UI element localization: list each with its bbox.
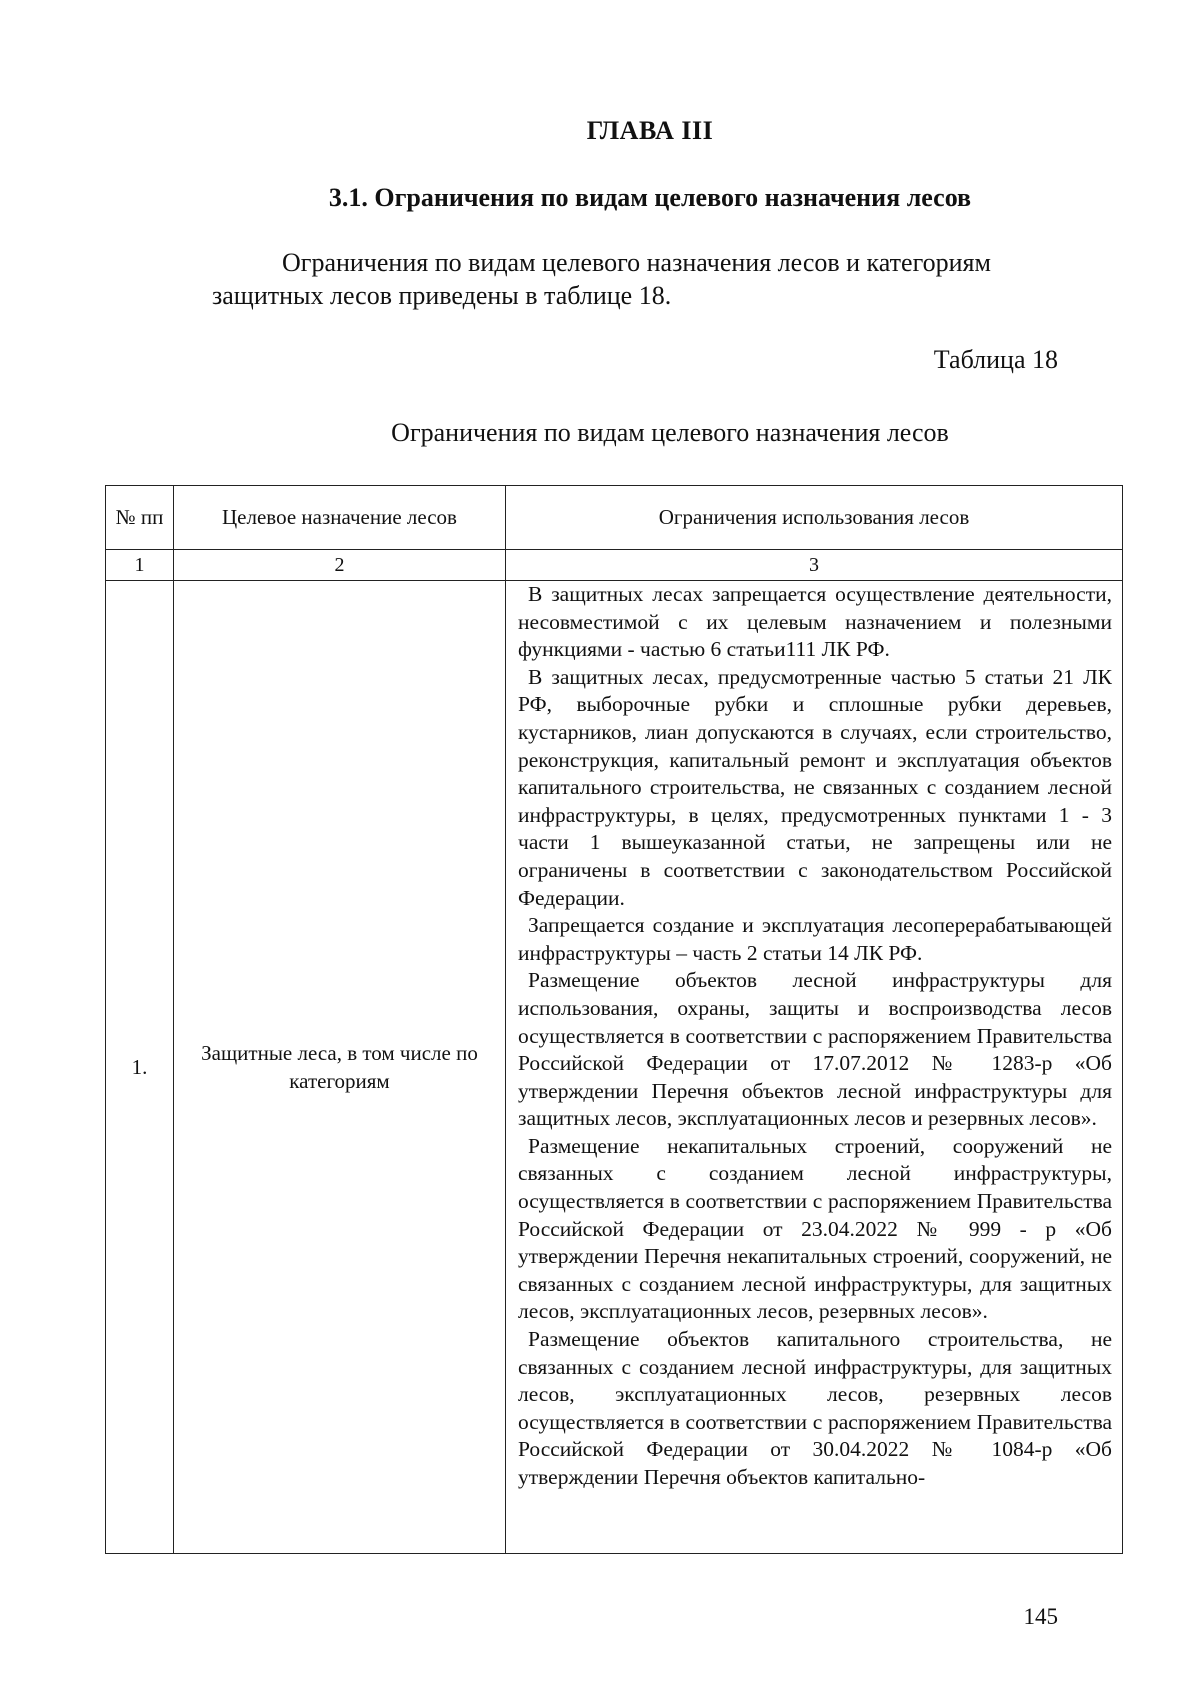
row-purpose: Защитные леса, в том числе по категориям [174, 581, 506, 1554]
restriction-paragraph: В защитных лесах запрещается осуществление деятельности, несовместимой с их целевым назначением и полезными функциями - частью 6 статьи111 ЛК РФ. [518, 582, 1112, 662]
section-heading: 3.1. Ограничения по видам целевого назначения лесов [328, 183, 972, 212]
table-header-row [106, 486, 1123, 550]
restriction-paragraph: В защитных лесах, предусмотренные частью 5 статьи 21 ЛК РФ, выборочные рубки и сплошные рубки деревьев, кустарников, лиан допускаются в случаях, если строительство, реконструкция, капитальный ремонт и эксплуатация объектов капитального строительства, не связанных с созданием лесной инфраструктуры, в целях, предусмотренных пунктами 1 - 3 части 1 вышеуказанной статьи, не запрещены или не ограничены в соответствии с законодательством Российской Федерации. [518, 664, 1112, 910]
column-number-row [106, 550, 1123, 581]
row-number: 1. [106, 581, 174, 1554]
header-restrictions: Ограничения использования лесов [506, 486, 1123, 550]
column-number: 3 [506, 550, 1123, 581]
restrictions-table [105, 485, 1123, 1554]
header-purpose: Целевое назначение лесов [174, 486, 506, 550]
row-restrictions [506, 581, 1123, 1554]
restriction-paragraph: Размещение объектов капитального строительства, не связанных с созданием лесной инфраструктуры, для защитных лесов, эксплуатационных лесов, резервных лесов осуществляется в соответствии с распоряжением Правительства Российской Федерации от 30.04.2022 № 1084-р «Об утверждении Перечня объектов капитально- [518, 1327, 1112, 1489]
column-number: 1 [106, 550, 174, 581]
table-number: Таблица 18 [933, 345, 1058, 374]
restriction-paragraph: Запрещается создание и эксплуатация лесоперерабатывающей инфраструктуры – часть 2 статьи 14 ЛК РФ. [518, 913, 1112, 965]
intro-paragraph: Ограничения по видам целевого назначения лесов и категориям защитных лесов приведены в таблице 18. [212, 248, 991, 310]
table-row [106, 581, 1123, 1554]
header-number: № пп [106, 486, 174, 550]
page-number: 145 [1023, 1604, 1058, 1629]
chapter-heading: ГЛАВА III [586, 116, 714, 145]
restriction-paragraph: Размещение некапитальных строений, сооружений не связанных с созданием лесной инфраструктуры, осуществляется в соответствии с распоряжением Правительства Российской Федерации от 23.04.2022 № 999 - р «Об утверждении Перечня некапитальных строений, сооружений, не связанных с созданием лесной инфраструктуры, для защитных лесов, эксплуатационных лесов, резервных лесов». [518, 1133, 1112, 1324]
restriction-paragraph: Размещение объектов лесной инфраструктуры для использования, охраны, защиты и воспроизводства лесов осуществляется в соответствии с распоряжением Правительства Российской Федерации от 17.07.2012 № 1283-р «Об утверждении Перечня объектов лесной инфраструктуры для защитных лесов, эксплуатационных лесов и резервных лесов». [518, 968, 1112, 1131]
column-number: 2 [174, 550, 506, 581]
table-title: Ограничения по видам целевого назначения лесов [391, 418, 949, 447]
